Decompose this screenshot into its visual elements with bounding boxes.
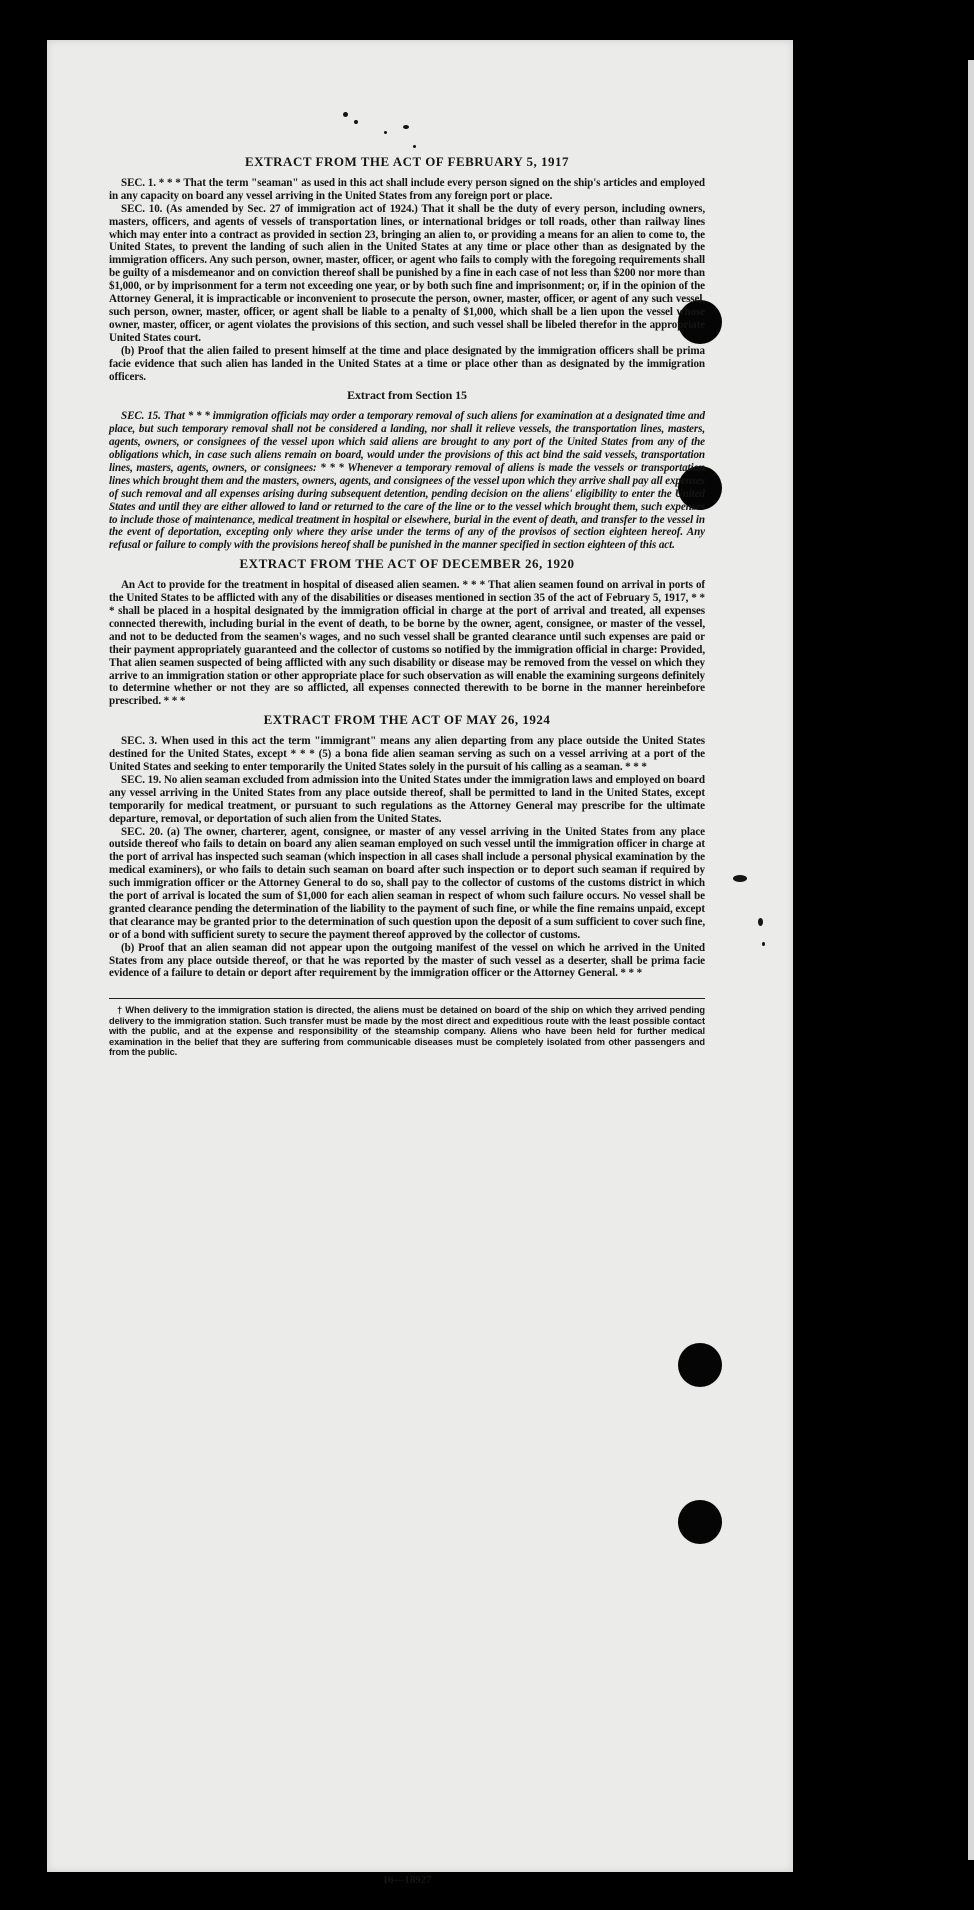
ink-speck xyxy=(343,112,348,117)
section-19-text: SEC. 19. No alien seaman excluded from admission into the United States under the immigration laws and employed on board any vessel arriving in the United States from any place outside thereof, shall be permitted to land in the United States, except temporarily for medical treatment, or pursuant to such regulations as the Attorney General may prescribe for the ultimate departure, removal, or deportation of such alien from the United States. xyxy=(109,773,705,825)
footnote xyxy=(109,1005,705,1058)
section-15-text: SEC. 15. That * * * immigration officials may order a temporary removal of such aliens for examination at a designated time and place, but such temporary removal shall not be considered a landing, nor shall it relieve vessels, the transportation lines, masters, agents, owners, or consignees of the vessel upon which said aliens are brought to any port of the United States from any of the obligations which, in case such aliens remain on board, would under the provisions of this act bind the said vessels, transportation lines, masters, agents, owners, or consignees: * * * Whenever a temporary removal of aliens is made the vessels or transportation lines which brought them and the masters, owners, agents, and consignees of the vessel upon which they arrive shall pay all expenses of such removal and all expenses arising during subsequent detention, pending decision on the aliens' eligibility to enter the United States and until they are either allowed to land or returned to the care of the line or to the vessel which brought them, such expenses to include those of maintenance, medical treatment in hospital or elsewhere, burial in the event of death, and transfer to the vessel in the event of deportation, excepting only where they arise under the terms of any of the provisos of section eighteen hereof. Any refusal or failure to comply with the provisions hereof shall be punished in the manner specified in section eighteen of this act. xyxy=(109,410,705,552)
section-10a-text: SEC. 10. (As amended by Sec. 27 of immigration act of 1924.) That it shall be the duty of every person, including owners, masters, officers, and agents of vessels of transportation lines, or international bridges or toll roads, other than railway lines which may enter into a contract as provided in section 23, bringing an alien to, or providing a means for an alien to come to, the United States, to prevent the landing of such alien in the United States at any time or place other than as designated by the immigration officers. Any such person, owner, master, officer, or agent who fails to comply with the foregoing requirements shall be guilty of a misdemeanor and on conviction thereof shall be punished by a fine in each case of not less than $200 nor more than $1,000, or by imprisonment for a term not exceeding one year, or by both such fine and imprisonment; or, if in the opinion of the Attorney General, it is impracticable or inconvenient to prosecute the person, owner, master, officer, or agent of any such vessel, such person, owner, master, officer, or agent shall be liable to a penalty of $1,000, which shall be a lien upon the vessel whose owner, master, officer, or agent violates the provisions of this section, and such vessel shall be libeled therefor in the appropriate United States court. xyxy=(109,202,705,344)
document-body xyxy=(109,150,705,1886)
heading-act-1920: EXTRACT FROM THE ACT OF DECEMBER 26, 1920 xyxy=(239,556,575,572)
footnote-divider xyxy=(109,998,705,999)
scanner-edge xyxy=(968,60,974,1860)
ink-speck xyxy=(384,131,387,134)
section-3-text: SEC. 3. When used in this act the term "immigrant" means any alien departing from any place outside the United States destined for the United States, except * * * (5) a bona fide alien seaman serving as such on a vessel arriving at a port of the United States and seeking to enter temporarily the United States solely in the pursuit of his calling as a seaman. * * * xyxy=(109,735,705,773)
footnote-text: † When delivery to the immigration station is directed, the aliens must be detained on board of the ship on which they arrived pending delivery to the immigration station. Such transfer must be made by the most direct and expeditious route with the least possible contact with the public, and at the expense and responsibility of the steamship company. Aliens who have been held for further medical examination in the belief that they are suffering from communicable diseases must be completely isolated from other passengers and from the public. xyxy=(109,1005,705,1058)
ink-speck xyxy=(733,875,747,882)
section-20b-text: (b) Proof that an alien seaman did not appear upon the outgoing manifest of the vessel on which he arrived in the United States from any place outside thereof, or that he was reported by the master of such vessel as a deserter, shall be prima facie evidence of a failure to detain or deport after requirement by the immigration officer or the Attorney General. * * * xyxy=(109,941,705,980)
ink-speck xyxy=(403,125,409,129)
ink-speck xyxy=(762,942,765,946)
subheading-section-15: Extract from Section 15 xyxy=(347,388,467,403)
punch-hole xyxy=(678,1500,722,1544)
ink-speck xyxy=(758,918,763,926)
heading-act-1917: EXTRACT FROM THE ACT OF FEBRUARY 5, 1917 xyxy=(244,154,570,169)
heading-act-1924: EXTRACT FROM THE ACT OF MAY 26, 1924 xyxy=(263,712,551,728)
ink-speck xyxy=(413,145,416,148)
section-1-text: SEC. 1. * * * That the term "seaman" as used in this act shall include every person signed on the ship's articles and employed in any capacity on board any vessel arriving in the United States from any foreign port or place. xyxy=(109,176,705,202)
section-10b-text: (b) Proof that the alien failed to present himself at the time and place designated by the immigration officers shall be prima facie evidence that such alien has landed in the United States at a time or place other than as designated by the immigration officers. xyxy=(109,344,705,383)
punch-hole xyxy=(678,1343,722,1387)
page-number: 16—18927 xyxy=(382,1874,432,1886)
act-1920-text: An Act to provide for the treatment in hospital of diseased alien seamen. * * * That alien seamen found on arrival in ports of the United States to be afflicted with any of the disabilities or diseases mentioned in section 35 of the act of February 5, 1917, * * * shall be placed in a hospital designated by the immigration official in charge at the port of arrival and treated, all expenses connected therewith, including burial in the event of death, to be borne by the owner, agent, consignee, or master of the vessel, and not to be deducted from the seamen's wages, and no such vessel shall be granted clearance until such expenses are paid or their payment appropriately guaranteed and the collector of customs so notified by the immigration official in charge: Provided, That alien seamen suspected of being afflicted with any such disability or disease may be removed from the vessel on which they arrive to an immigration station or other appropriate place for such observation as will enable the examining surgeons definitely to determine whether or not they are so afflicted, all expenses connected therewith to be borne in the manner hereinbefore prescribed. * * * xyxy=(109,579,705,708)
ink-speck xyxy=(354,120,358,124)
section-20a-text: SEC. 20. (a) The owner, charterer, agent, consignee, or master of any vessel arriving in the United States from any place outside thereof who fails to detain on board any alien seaman employed on such vessel until the immigration officer in charge at the port of arrival has inspected such seaman (which inspection in all cases shall include a personal physical examination by the medical examiners), or who fails to detain such seaman on board after such inspection or to deport such seaman if required by such immigration officer or the Attorney General to do so, shall pay to the collector of customs of the customs district in which the port of arrival is located the sum of $1,000 for each alien seaman in respect of whom such failure occurs. No vessel shall be granted clearance pending the determination of the liability to the payment of such fine, or while the fine remains unpaid, except that clearance may be granted prior to the determination of such question upon the deposit of a sum sufficient to cover such fine, or of a bond with sufficient surety to secure the payment thereof approved by the collector of customs. xyxy=(109,825,705,941)
